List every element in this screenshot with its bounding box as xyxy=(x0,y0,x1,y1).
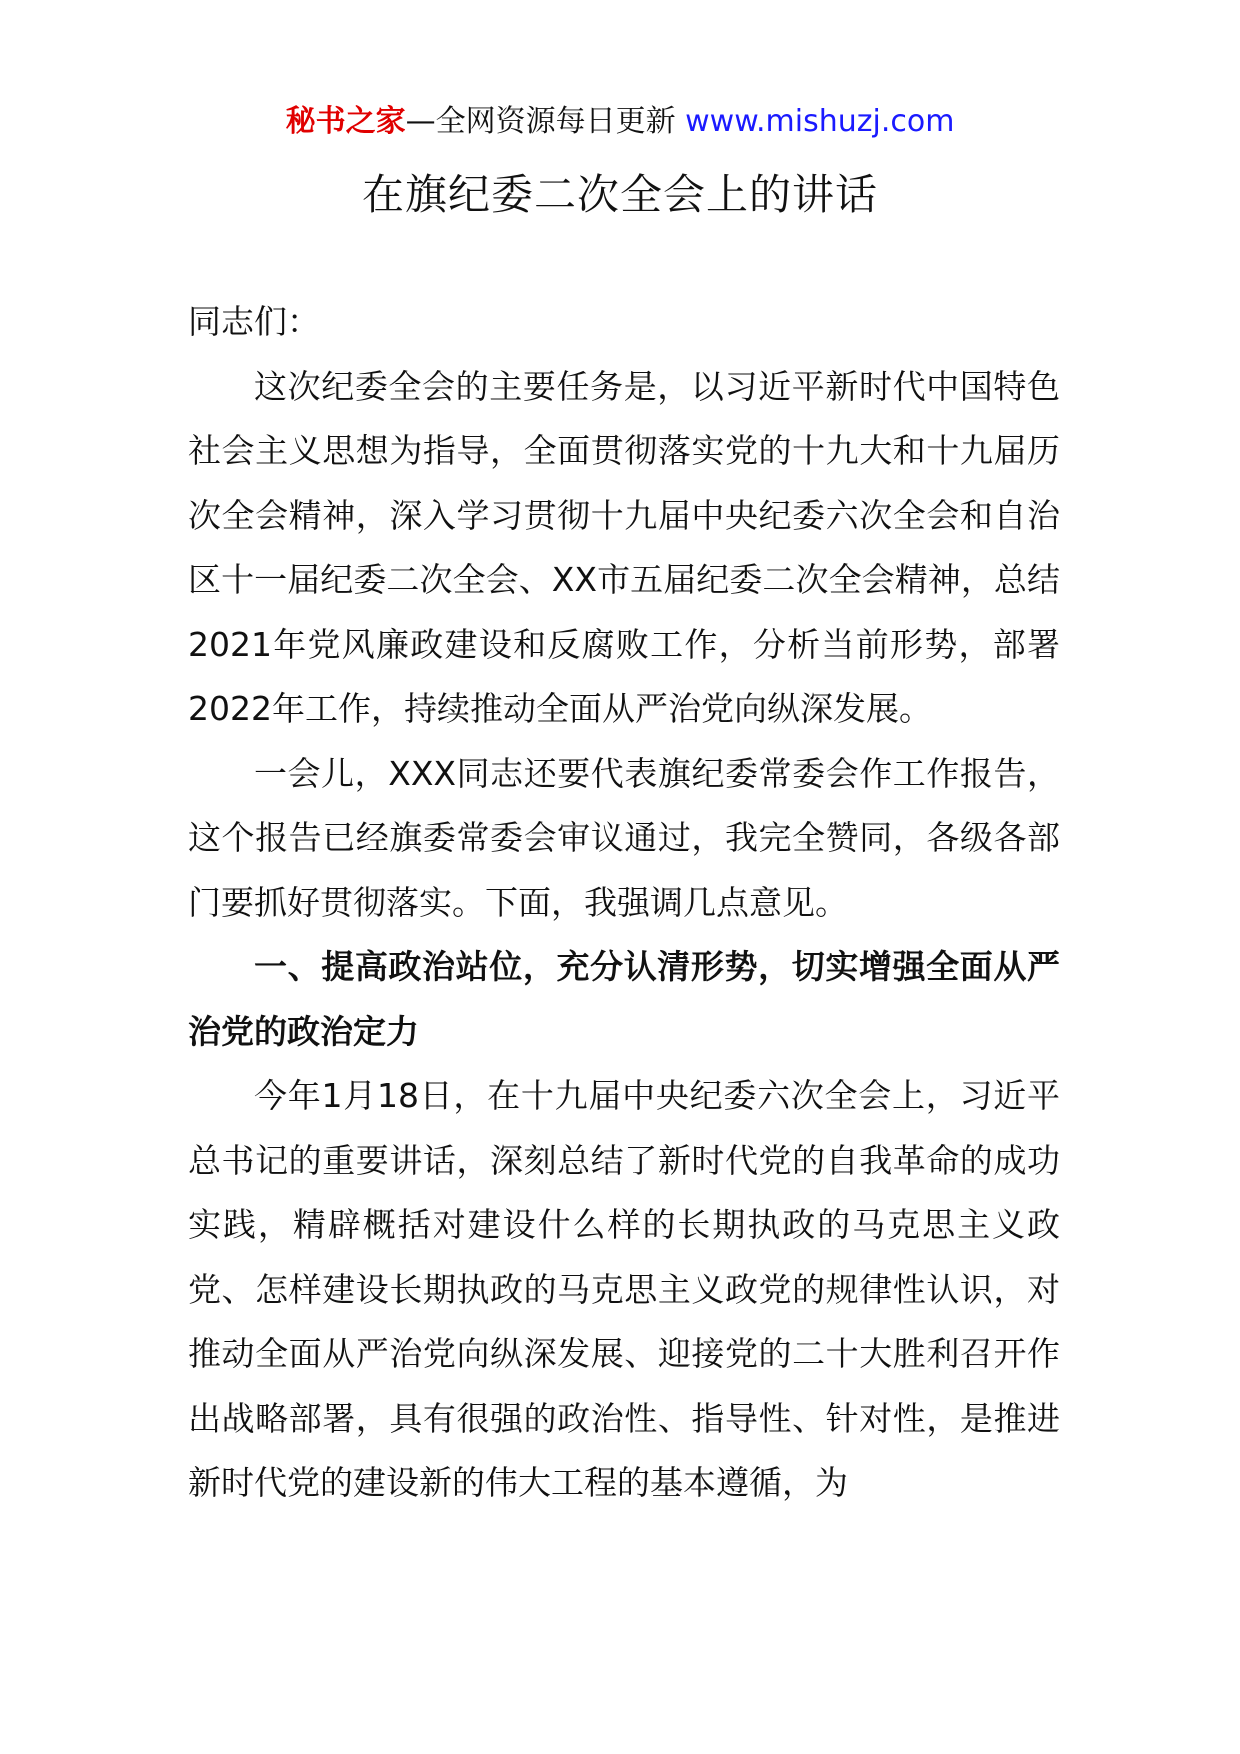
site-header xyxy=(0,100,1240,144)
brand-name: 秘书之家 xyxy=(285,104,406,139)
section-heading: 一、提高政治站位，充分认清形势，切实增强全面从严治党的政治定力 xyxy=(188,947,1060,1051)
body-paragraph: 今年1月18日，在十九届中央纪委六次全会上，习近平总书记的重要讲话，深刻总结了新时代党的自我革命的成功实践，精辟概括对建设什么样的长期执政的马克思主义政党、怎样建设长期执政的马克思主义政党的规律性认识，对推动全面从严治党向纵深发展、迎接党的二十大胜利召开作出战略部署，具有很强的政治性、指导性、针对性，是推进新时代党的建设新的伟大工程的基本遵循，为 xyxy=(188,1076,1060,1502)
body-paragraph: 这次纪委全会的主要任务是，以习近平新时代中国特色社会主义思想为指导，全面贯彻落实党的十九大和十九届历次全会精神，深入学习贯彻十九届中央纪委六次全会和自治区十一届纪委二次全会、XX市五届纪委二次全会精神，总结2021年党风廉政建设和反腐败工作，分析当前形势，部署2022年工作，持续推动全面从严治党向纵深发展。 xyxy=(188,366,1060,728)
site-url-link[interactable]: www.mishuzj.com xyxy=(685,104,955,139)
header-tagline: —全网资源每日更新 xyxy=(405,104,686,139)
document-title: 在旗纪委二次全会上的讲话 xyxy=(361,170,878,219)
salutation: 同志们： xyxy=(188,302,320,341)
document-body xyxy=(188,290,1060,1516)
body-paragraph: 一会儿，XXX同志还要代表旗纪委常委会作工作报告，这个报告已经旗委常委会审议通过，我完全赞同，各级各部门要抓好贯彻落实。下面，我强调几点意见。 xyxy=(188,753,1060,922)
